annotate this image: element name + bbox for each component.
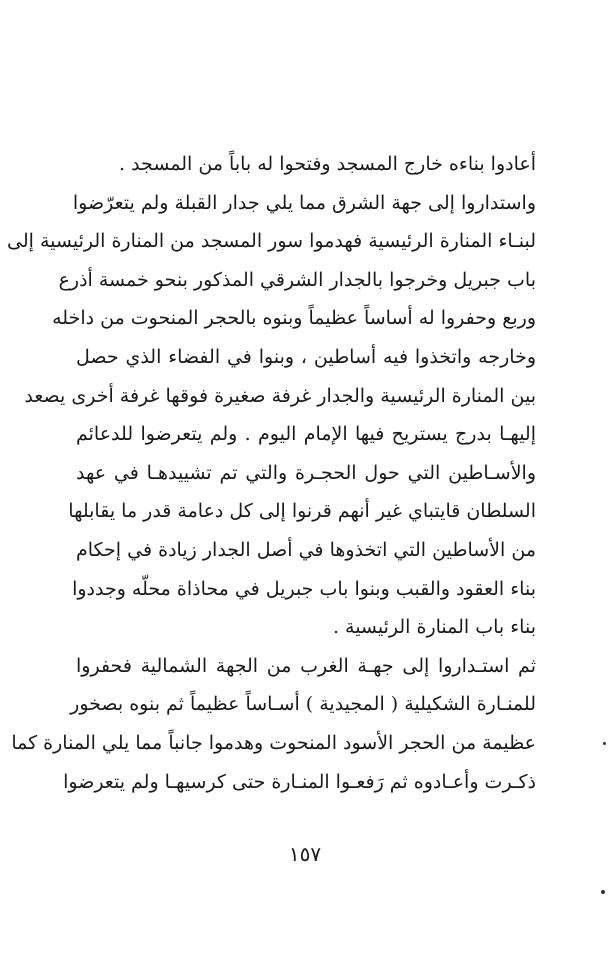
text-line: باب جبريل وخرجوا بالجدار الشرقي المذكور بنحو خمسة أذرع <box>58 268 536 291</box>
text-line: لبنـاء المنارة الرئيسية فهدموا سور المسجد من المنارة الرئيسية إلى <box>7 230 536 253</box>
text-line: ذكـرت وأعـادوه ثم رَفعـوا المنـارة حتى كرسيهـا ولم يتعرضوا <box>63 770 536 793</box>
text-line: وخارجه واتخذوا فيه أساطين ، وبنوا في الفضاء الذي حصل <box>76 345 536 368</box>
text-line: إليهـا بدرج يستريح فيها الإمام اليوم . ولم يتعرضوا للدعائم <box>76 423 536 446</box>
text-line: أعادوا بناءه خارج المسجد وفتحوا له باباً من المسجد . <box>119 153 536 175</box>
text-line: عظيمة من الحجر الأسود المنحوت وهدموا جانباً مما يلي المنارة كما <box>11 731 536 754</box>
edge-speck <box>603 742 606 745</box>
text-line: بناء باب المنارة الرئيسية . <box>332 616 536 639</box>
text-line: ثم استـداروا إلى جهـة الغرب من الجهة الشمالية فحفروا <box>76 654 536 677</box>
text-line: وربع وحفروا له أساساً عظيماً وبنوه بالحجر المنحوت من داخله <box>52 307 536 330</box>
text-line: والأسـاطين التي حول الحجـرة والتي تم تشييدهـا في عهد <box>76 461 536 484</box>
edge-speck <box>601 890 605 894</box>
text-line: واستداروا إلى جهة الشرق مما يلي جدار القبلة ولم يتعرّضوا <box>72 191 536 214</box>
body-text <box>7 145 536 801</box>
text-line: السلطان قايتباي غير أنهم قرنوا إلى كل دعامة قدر ما يقابلها <box>68 500 536 523</box>
page-number: ١٥٧ <box>288 842 322 866</box>
text-line: بناء العقود والقبب وبنوا باب جبريل في محاذاة محلّه وجددوا <box>72 577 536 600</box>
text-line: بين المنارة الرئيسية والجدار غرفة صغيرة فوقها غرفة أخرى يصعد <box>24 384 536 407</box>
text-line: للمنـارة الشكيلية ( المجيدية ) أسـاساً عظيماً ثم بنوه بصخور <box>70 693 536 716</box>
text-line: من الأساطين التي اتخذوها في أصل الجدار زيادة في إحكام <box>76 538 536 561</box>
